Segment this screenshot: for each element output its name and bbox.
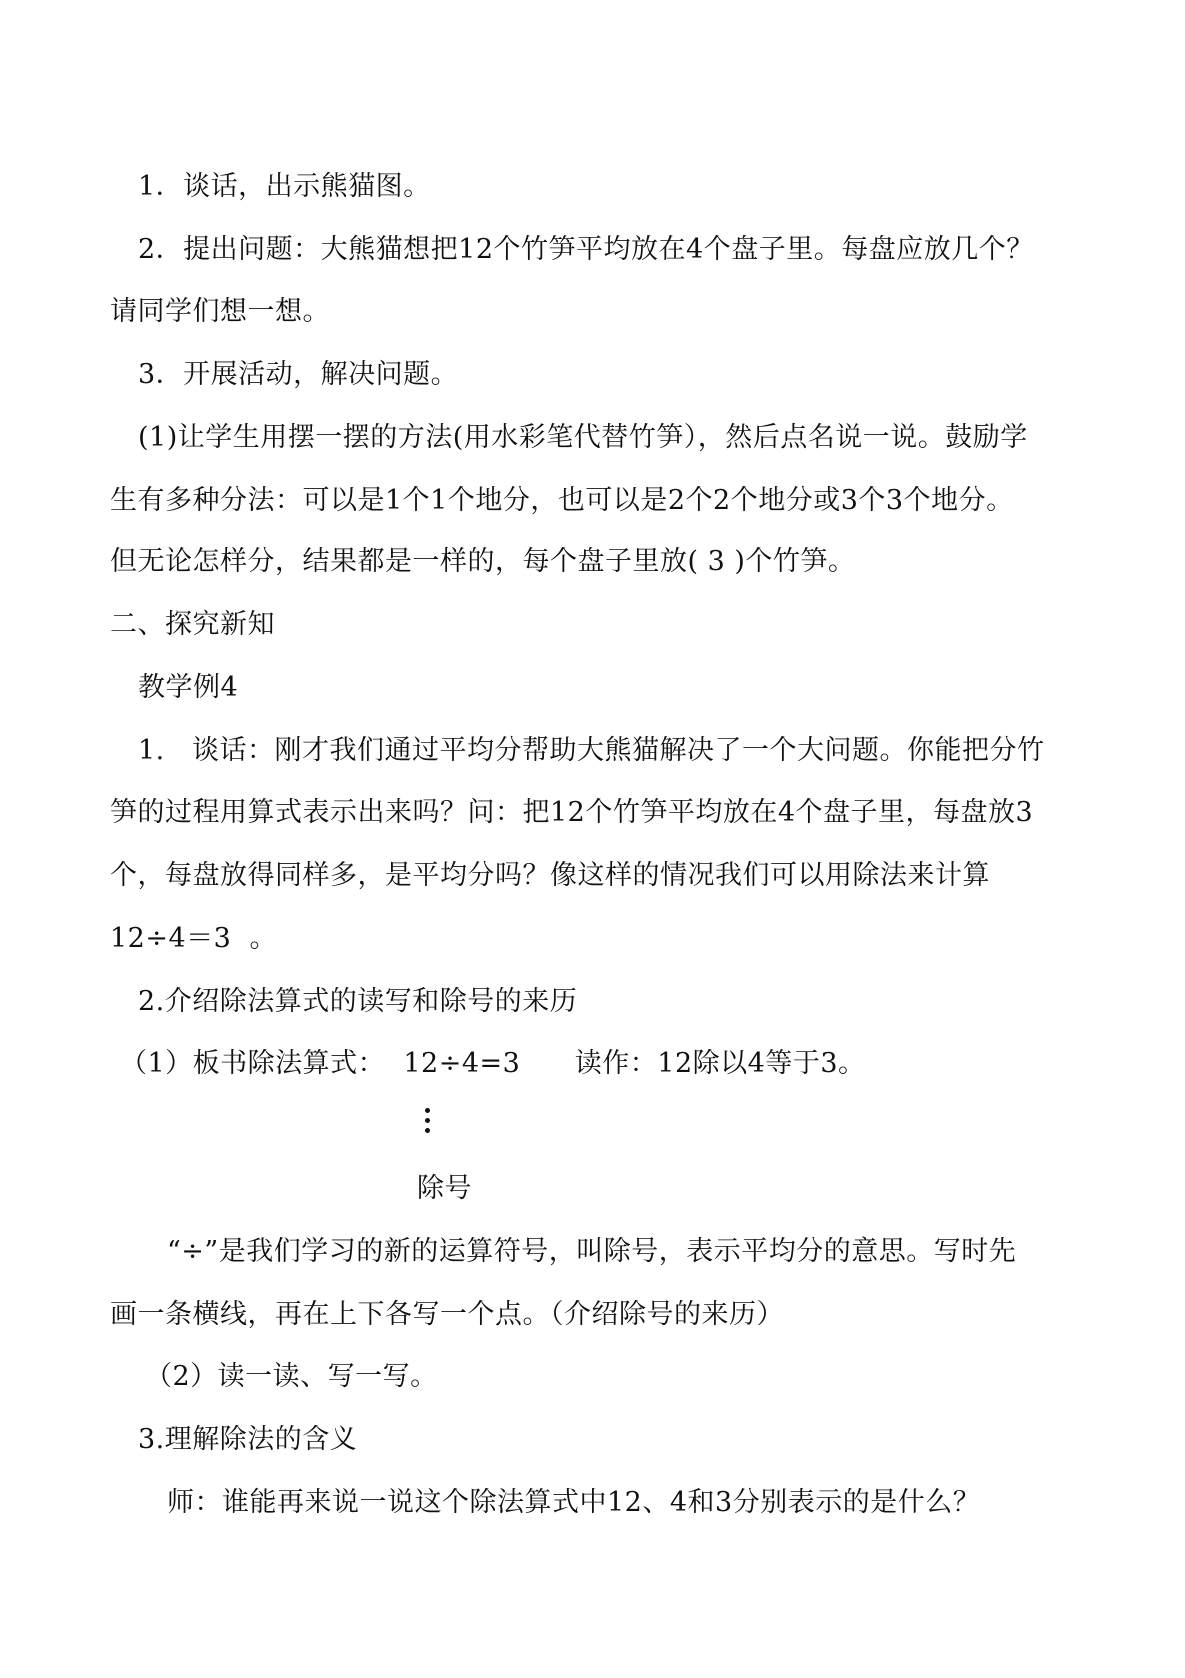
paragraph-line-11: 笋的过程用算式表示出来吗？问：把12个竹笋平均放在4个盘子里，每盘放3 xyxy=(110,797,1034,828)
paragraph-line-14: 2.介绍除法算式的读写和除号的来历 xyxy=(138,986,578,1017)
vertical-ellipsis-icon xyxy=(424,1108,432,1134)
paragraph-line-12: 个，每盘放得同样多，是平均分吗？像这样的情况我们可以用除法来计算 xyxy=(110,860,990,891)
paragraph-line-3: 请同学们想一想。 xyxy=(110,296,330,327)
paragraph-line-4: 3．开展活动，解决问题。 xyxy=(138,359,459,390)
paragraph-line-5: (1)让学生用摆一摆的方法(用水彩笔代替竹笋），然后点名说一说。鼓励学 xyxy=(138,422,1028,453)
paragraph-line-10: 1. 谈话：刚才我们通过平均分帮助大熊猫解决了一个大问题。你能把分竹 xyxy=(138,735,1045,766)
paragraph-line-13: 12÷4＝3 。 xyxy=(110,923,278,954)
example-heading: 教学例4 xyxy=(138,672,239,703)
paragraph-line-1: 1．谈话，出示熊猫图。 xyxy=(138,171,431,202)
paragraph-line-2: 2．提出问题：大熊猫想把12个竹笋平均放在4个盘子里。每盘应放几个？ xyxy=(138,234,1034,265)
paragraph-line-6: 生有多种分法：可以是1个1个地分，也可以是2个2个地分或3个3个地分。 xyxy=(110,485,1014,516)
division-formula-line: （1）板书除法算式： 12÷4=3 读作：12除以4等于3。 xyxy=(120,1048,866,1079)
section-heading: 二、探究新知 xyxy=(110,609,275,640)
paragraph-line-21: 师：谁能再来说一说这个除法算式中12、4和3分别表示的是什么？ xyxy=(167,1487,981,1518)
paragraph-line-7: 但无论怎样分，结果都是一样的，每个盘子里放( 3 )个竹笋。 xyxy=(110,546,856,577)
paragraph-line-18: 画一条横线，再在上下各写一个点。（介绍除号的来历） xyxy=(110,1299,784,1330)
division-sign-label: 除号 xyxy=(417,1173,472,1204)
paragraph-line-20: 3.理解除法的含义 xyxy=(138,1424,358,1455)
paragraph-line-17: “÷”是我们学习的新的运算符号，叫除号，表示平均分的意思。写时先 xyxy=(167,1236,1017,1267)
paragraph-line-19: （2）读一读、写一写。 xyxy=(145,1361,438,1392)
